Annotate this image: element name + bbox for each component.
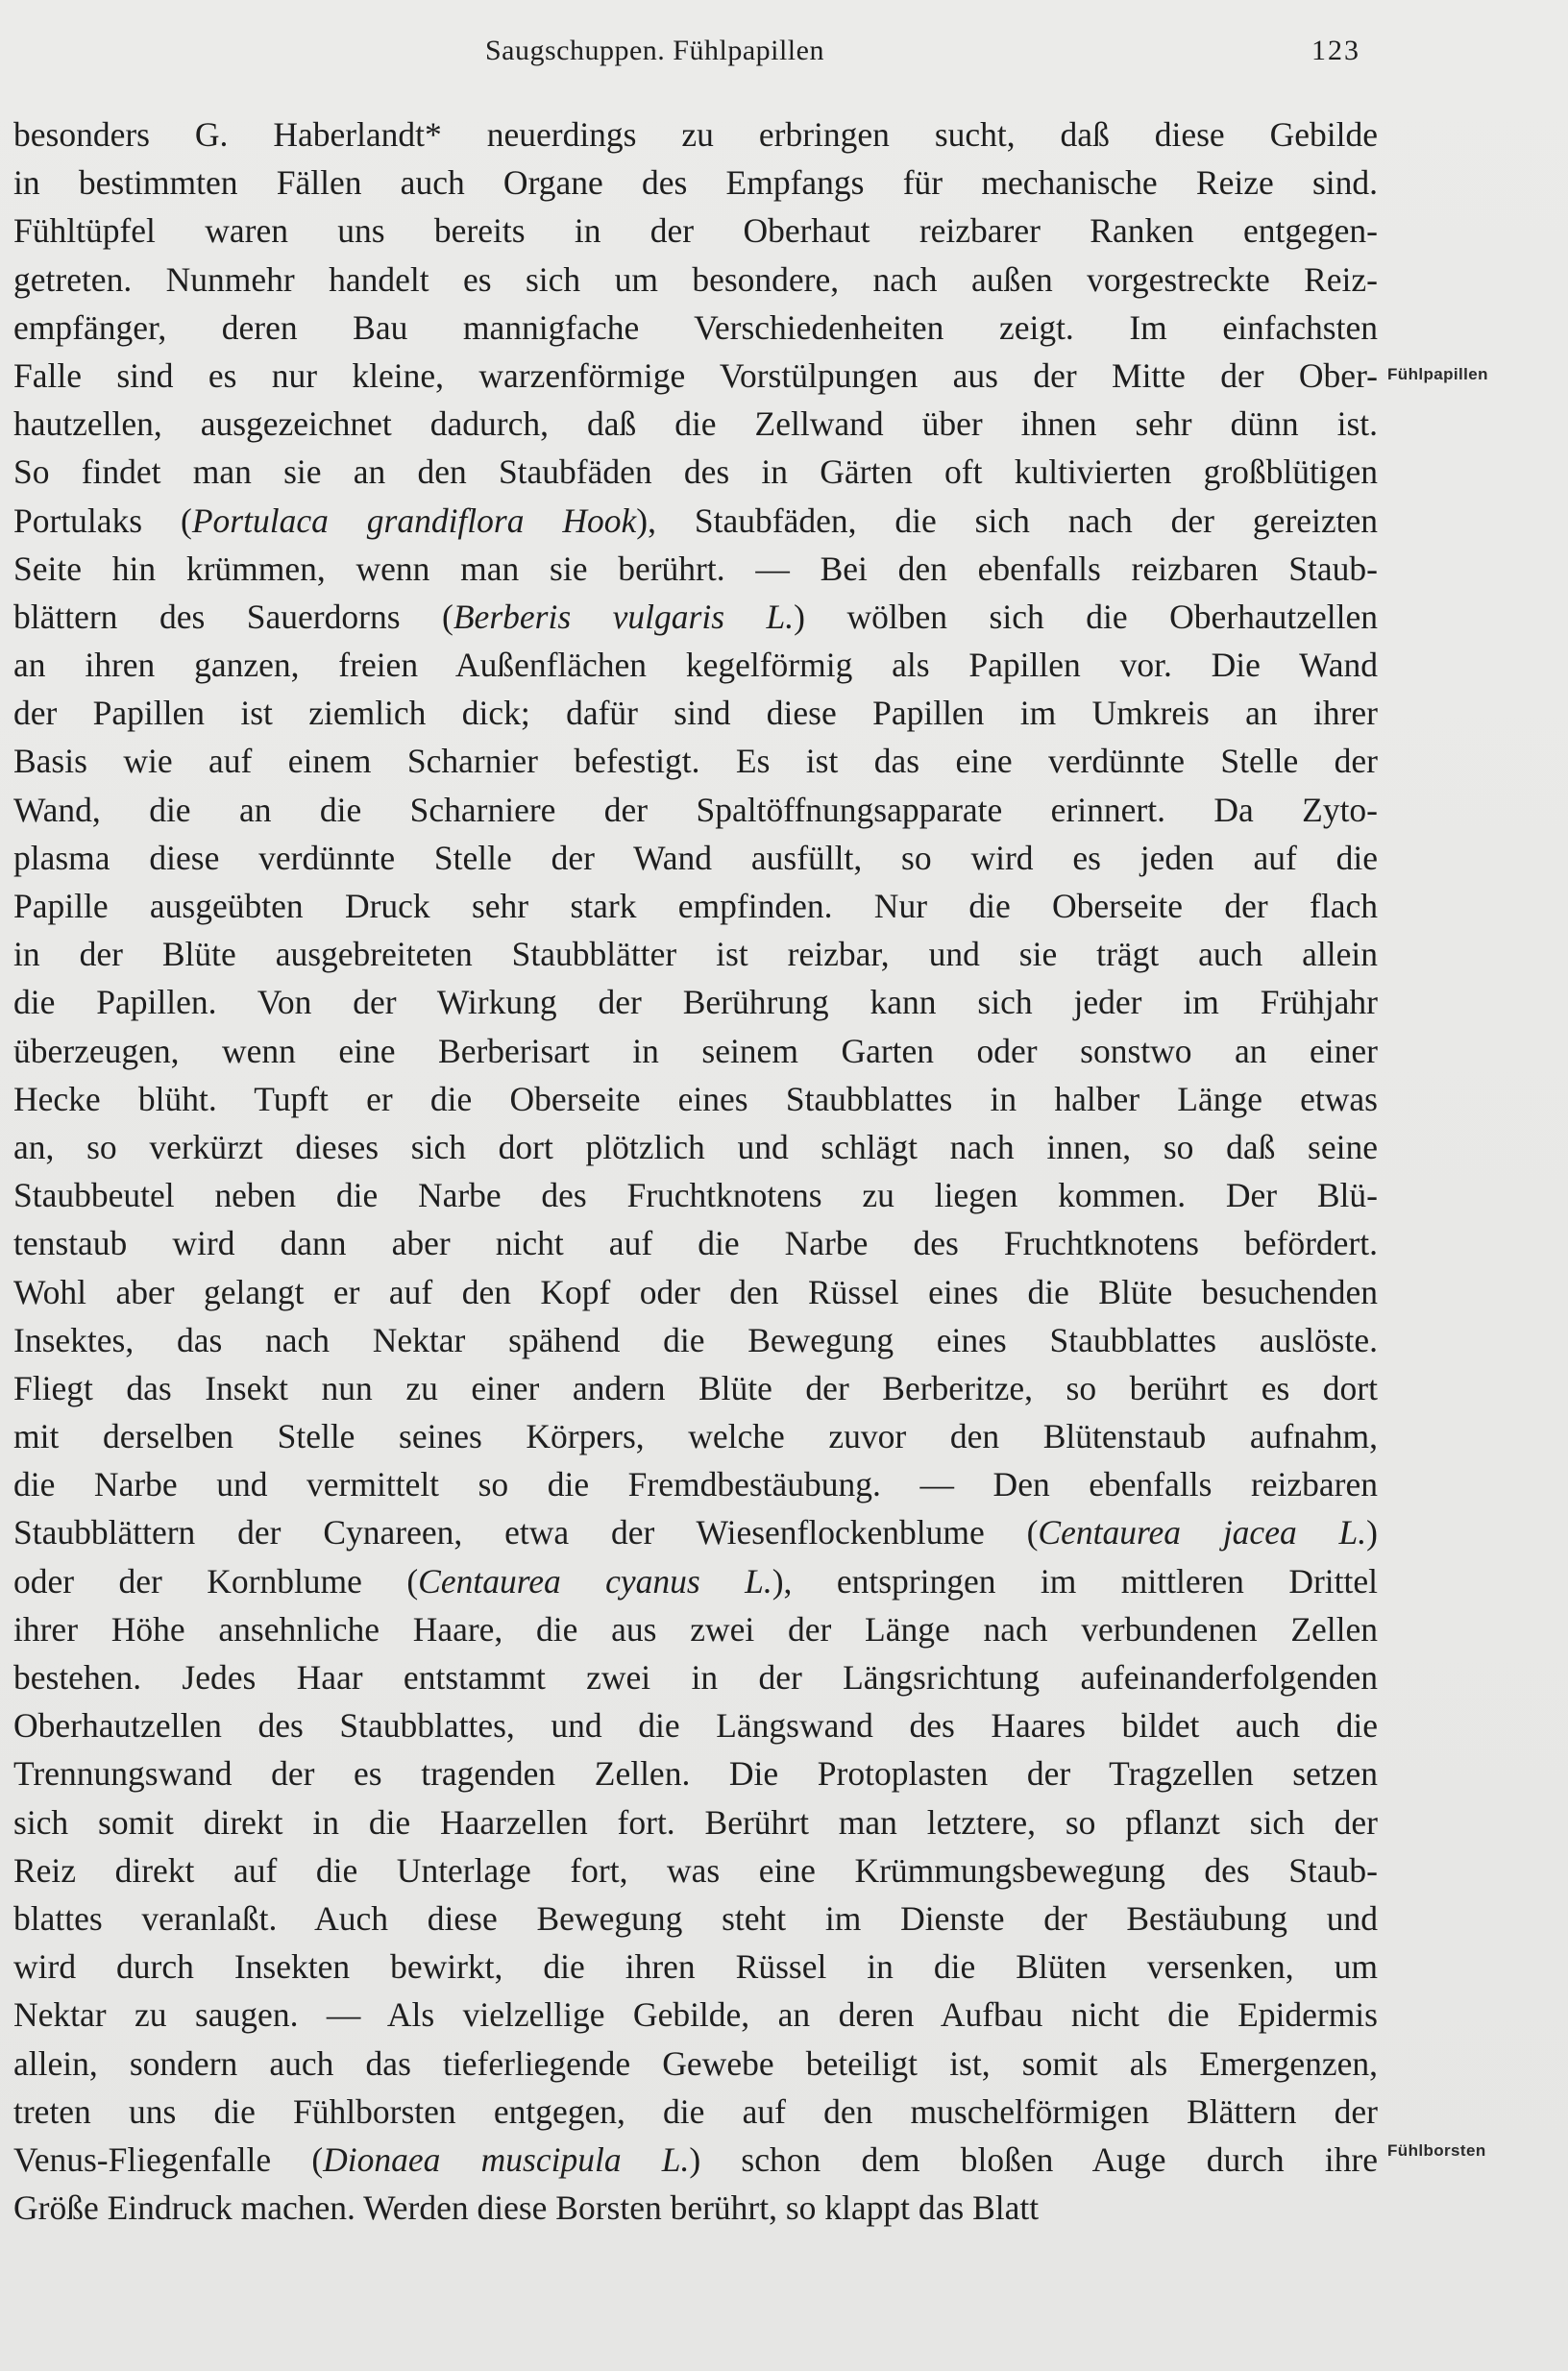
text-line: Wohl aber gelangt er auf den Kopf oder den Rüssel eines die Blüte besuchenden [13,1272,1378,1311]
text-line: in bestimmten Fällen auch Organe des Empfangs für mechanische Reize sind. [13,163,1378,203]
text-line: ihrer Höhe ansehnliche Haare, die aus zwei der Länge nach verbundenen Zellen [13,1609,1378,1649]
text-line: Nektar zu saugen. — Als vielzellige Gebilde, an deren Aufbau nicht die Epidermis [13,1995,1378,2035]
text-line: besonders G. Haberlandt* neuerdings zu erbringen sucht, daß diese Gebilde [13,115,1378,154]
italic-taxon: Dionaea muscipula L. [323,2139,690,2179]
text-span: oder der Kornblume ( [13,1561,419,1601]
margin-note-fuehlpapillen: Fühlpapillen [1387,365,1488,383]
italic-taxon: Centaurea jacea L. [1038,1513,1367,1552]
italic-taxon: Centaurea cyanus L. [418,1561,772,1601]
text-span: ), entspringen im mittleren Drittel [772,1561,1378,1601]
italic-taxon: Portulaca grandiflora Hook [191,501,637,540]
text-line: Basis wie auf einem Scharnier befestigt. Es ist das eine verdünnte Stelle der [13,742,1378,781]
text-line [13,1557,1378,1605]
text-span: Portulaks ( [13,501,192,540]
text-line: mit derselben Stelle seines Körpers, welche zuvor den Blütenstaub aufnahm, [13,1417,1378,1456]
text-line: Papille ausgeübten Druck sehr stark empfinden. Nur die Oberseite der flach [13,887,1378,925]
text-line [13,497,1378,545]
text-line: allein, sondern auch das tieferliegende Gewebe beteiligt ist, somit als Emergenzen, [13,2043,1378,2083]
text-line: Wand, die an die Scharniere der Spaltöffnungsapparate erinnert. Da Zyto- [13,790,1378,829]
text-line: die Papillen. Von der Wirkung der Berührung kann sich jeder im Frühjahr [13,983,1378,1022]
text-line: empfänger, deren Bau mannigfache Verschiedenheiten zeigt. Im einfachsten [13,307,1378,347]
text-line: sich somit direkt in die Haarzellen fort. Berührt man letztere, so pflanzt sich der [13,1802,1378,1842]
page-number: 123 [1311,35,1360,66]
text-line: So findet man sie an den Staubfäden des in Gärten oft kultivierten großblütigen [13,452,1378,492]
running-title: Saugschuppen. Fühlpapillen [485,35,824,66]
text-line: die Narbe und vermittelt so die Fremdbestäubung. — Den ebenfalls reizbaren [13,1465,1378,1504]
text-span: ) wölben sich die Oberhautzellen [794,597,1378,636]
text-span: Venus-Fliegenfalle ( [13,2139,324,2179]
text-line: Trennungswand der es tragenden Zellen. Die Protoplasten der Tragzellen setzen [13,1754,1378,1794]
text-span: ), Staubfäden, die sich nach der gereizten [636,501,1378,540]
text-line: Insektes, das nach Nektar spähend die Bewegung eines Staubblattes auslöste. [13,1320,1378,1359]
text-line: Größe Eindruck machen. Werden diese Borsten berührt, so klappt das Blatt [13,2188,1040,2228]
text-span: blättern des Sauerdorns ( [13,597,453,636]
text-line: Fühltüpfel waren uns bereits in der Oberhaut reizbarer Ranken entgegen- [13,211,1378,251]
text-line: Falle sind es nur kleine, warzenförmige Vorstülpungen aus der Mitte der Ober- [13,355,1378,395]
text-line: an ihren ganzen, freien Außenflächen kegelförmig als Papillen vor. Die Wand [13,646,1378,685]
text-line: hautzellen, ausgezeichnet dadurch, daß die Zellwand über ihnen sehr dünn ist. [13,404,1378,444]
margin-note-fuehlborsten: Fühlborsten [1387,2141,1486,2160]
text-line: Fliegt das Insekt nun zu einer andern Blüte der Berberitze, so berührt es dort [13,1368,1378,1407]
text-line: treten uns die Fühlborsten entgegen, die auf den muschelförmigen Blättern der [13,2091,1378,2131]
text-line: der Papillen ist ziemlich dick; dafür sind diese Papillen im Umkreis an ihrer [13,694,1378,733]
italic-taxon: Berberis vulgaris L. [453,597,795,636]
text-line [13,1508,1378,1556]
text-line: wird durch Insekten bewirkt, die ihren Rüssel in die Blüten versenken, um [13,1947,1378,1987]
text-line [13,2136,1378,2184]
text-line: Reiz direkt auf die Unterlage fort, was eine Krümmungsbewegung des Staub- [13,1850,1378,1890]
text-line: Seite hin krümmen, wenn man sie berührt. — Bei den ebenfalls reizbaren Staub- [13,549,1378,588]
text-line: Staubbeutel neben die Narbe des Fruchtknotens zu liegen kommen. Der Blü- [13,1176,1378,1215]
text-line: getreten. Nunmehr handelt es sich um besondere, nach außen vorgestreckte Reiz- [13,259,1378,299]
text-span: Staubblättern der Cynareen, etwa der Wiesenflockenblume ( [13,1513,1039,1552]
text-span: ) [1366,1513,1378,1552]
text-line: überzeugen, wenn eine Berberisart in seinem Garten oder sonstwo an einer [13,1031,1378,1070]
text-line: tenstaub wird dann aber nicht auf die Narbe des Fruchtknotens befördert. [13,1224,1378,1263]
text-line [13,593,1378,641]
body-text [13,110,1378,2232]
text-line: Hecke blüht. Tupft er die Oberseite eines Staubblattes in halber Länge etwas [13,1079,1378,1118]
text-line: bestehen. Jedes Haar entstammt zwei in der Längsrichtung aufeinanderfolgenden [13,1658,1378,1697]
text-line: in der Blüte ausgebreiteten Staubblätter ist reizbar, und sie trägt auch allein [13,935,1378,974]
text-span: ) schon dem bloßen Auge durch ihre [689,2139,1378,2179]
text-line: Oberhautzellen des Staubblattes, und die Längswand des Haares bildet auch die [13,1706,1378,1746]
text-line: plasma diese verdünnte Stelle der Wand ausfüllt, so wird es jeden auf die [13,838,1378,877]
text-line: blattes veranlaßt. Auch diese Bewegung steht im Dienste der Bestäubung und [13,1898,1378,1938]
text-line: an, so verkürzt dieses sich dort plötzlich und schlägt nach innen, so daß seine [13,1127,1378,1166]
